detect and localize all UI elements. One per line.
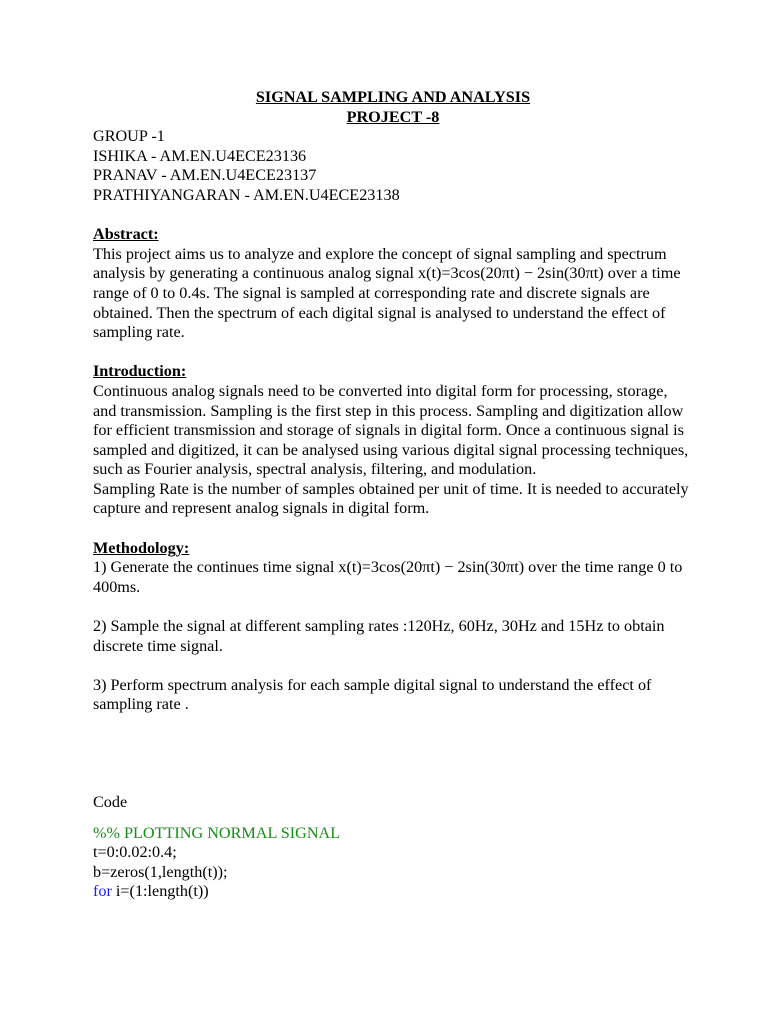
document-title: SIGNAL SAMPLING AND ANALYSIS bbox=[255, 88, 531, 106]
code-keyword: for bbox=[93, 882, 112, 901]
document-body bbox=[93, 88, 693, 902]
methodology-step: 1) Generate the continues time signal x(t)=3cos(20πt) − 2sin(30πt) over the time range 0 to 400ms. bbox=[93, 558, 683, 596]
introduction-paragraph: Continuous analog signals need to be converted into digital form for processing, storage, and transmission. Sampling is the first step in this process. Sampling and digitization allow for efficient transmission and storage of signals in digital form. Once a continuous signal is sampled and digitized, it can be analysed using various digital signal processing techniques, such as Fourier analysis, spectral analysis, filtering, and modulation. bbox=[93, 381, 689, 479]
code-comment: %% PLOTTING NORMAL SIGNAL bbox=[93, 823, 341, 842]
abstract-heading: Abstract: bbox=[93, 225, 159, 244]
group-member: PRANAV - AM.EN.U4ECE23137 bbox=[93, 166, 317, 185]
group-label: GROUP -1 bbox=[93, 127, 165, 146]
code-line: b=zeros(1,length(t)); bbox=[93, 862, 228, 881]
group-member: PRATHIYANGARAN - AM.EN.U4ECE23138 bbox=[93, 185, 400, 204]
group-member: ISHIKA - AM.EN.U4ECE23136 bbox=[93, 146, 307, 165]
methodology-heading: Methodology: bbox=[93, 538, 190, 557]
introduction-heading: Introduction: bbox=[93, 362, 187, 381]
code-line bbox=[93, 882, 693, 902]
introduction-paragraph: Sampling Rate is the number of samples obtained per unit of time. It is needed to accurately capture and represent analog signals in digital form. bbox=[93, 479, 689, 518]
project-number: PROJECT -8 bbox=[346, 107, 440, 126]
code-text: i=(1:length(t)) bbox=[111, 882, 209, 901]
abstract-text: This project aims us to analyze and explore the concept of signal sampling and spectrum analysis by generating a continuous analog signal x(t)=3cos(20πt) − 2sin(30πt) over a time range of 0 to 0.4s. The signal is sampled at corresponding rate and discrete signals are obtained. Then the spectrum of each digital signal is analysed to understand the effect of sampling rate. bbox=[93, 244, 681, 342]
code-label: Code bbox=[93, 793, 128, 811]
methodology-step: 2) Sample the signal at different sampling rates :120Hz, 60Hz, 30Hz and 15Hz to obtain discrete time signal. bbox=[93, 617, 665, 655]
code-line: t=0:0.02:0.4; bbox=[93, 843, 177, 862]
methodology-step: 3) Perform spectrum analysis for each sample digital signal to understand the effect of sampling rate . bbox=[93, 675, 652, 714]
